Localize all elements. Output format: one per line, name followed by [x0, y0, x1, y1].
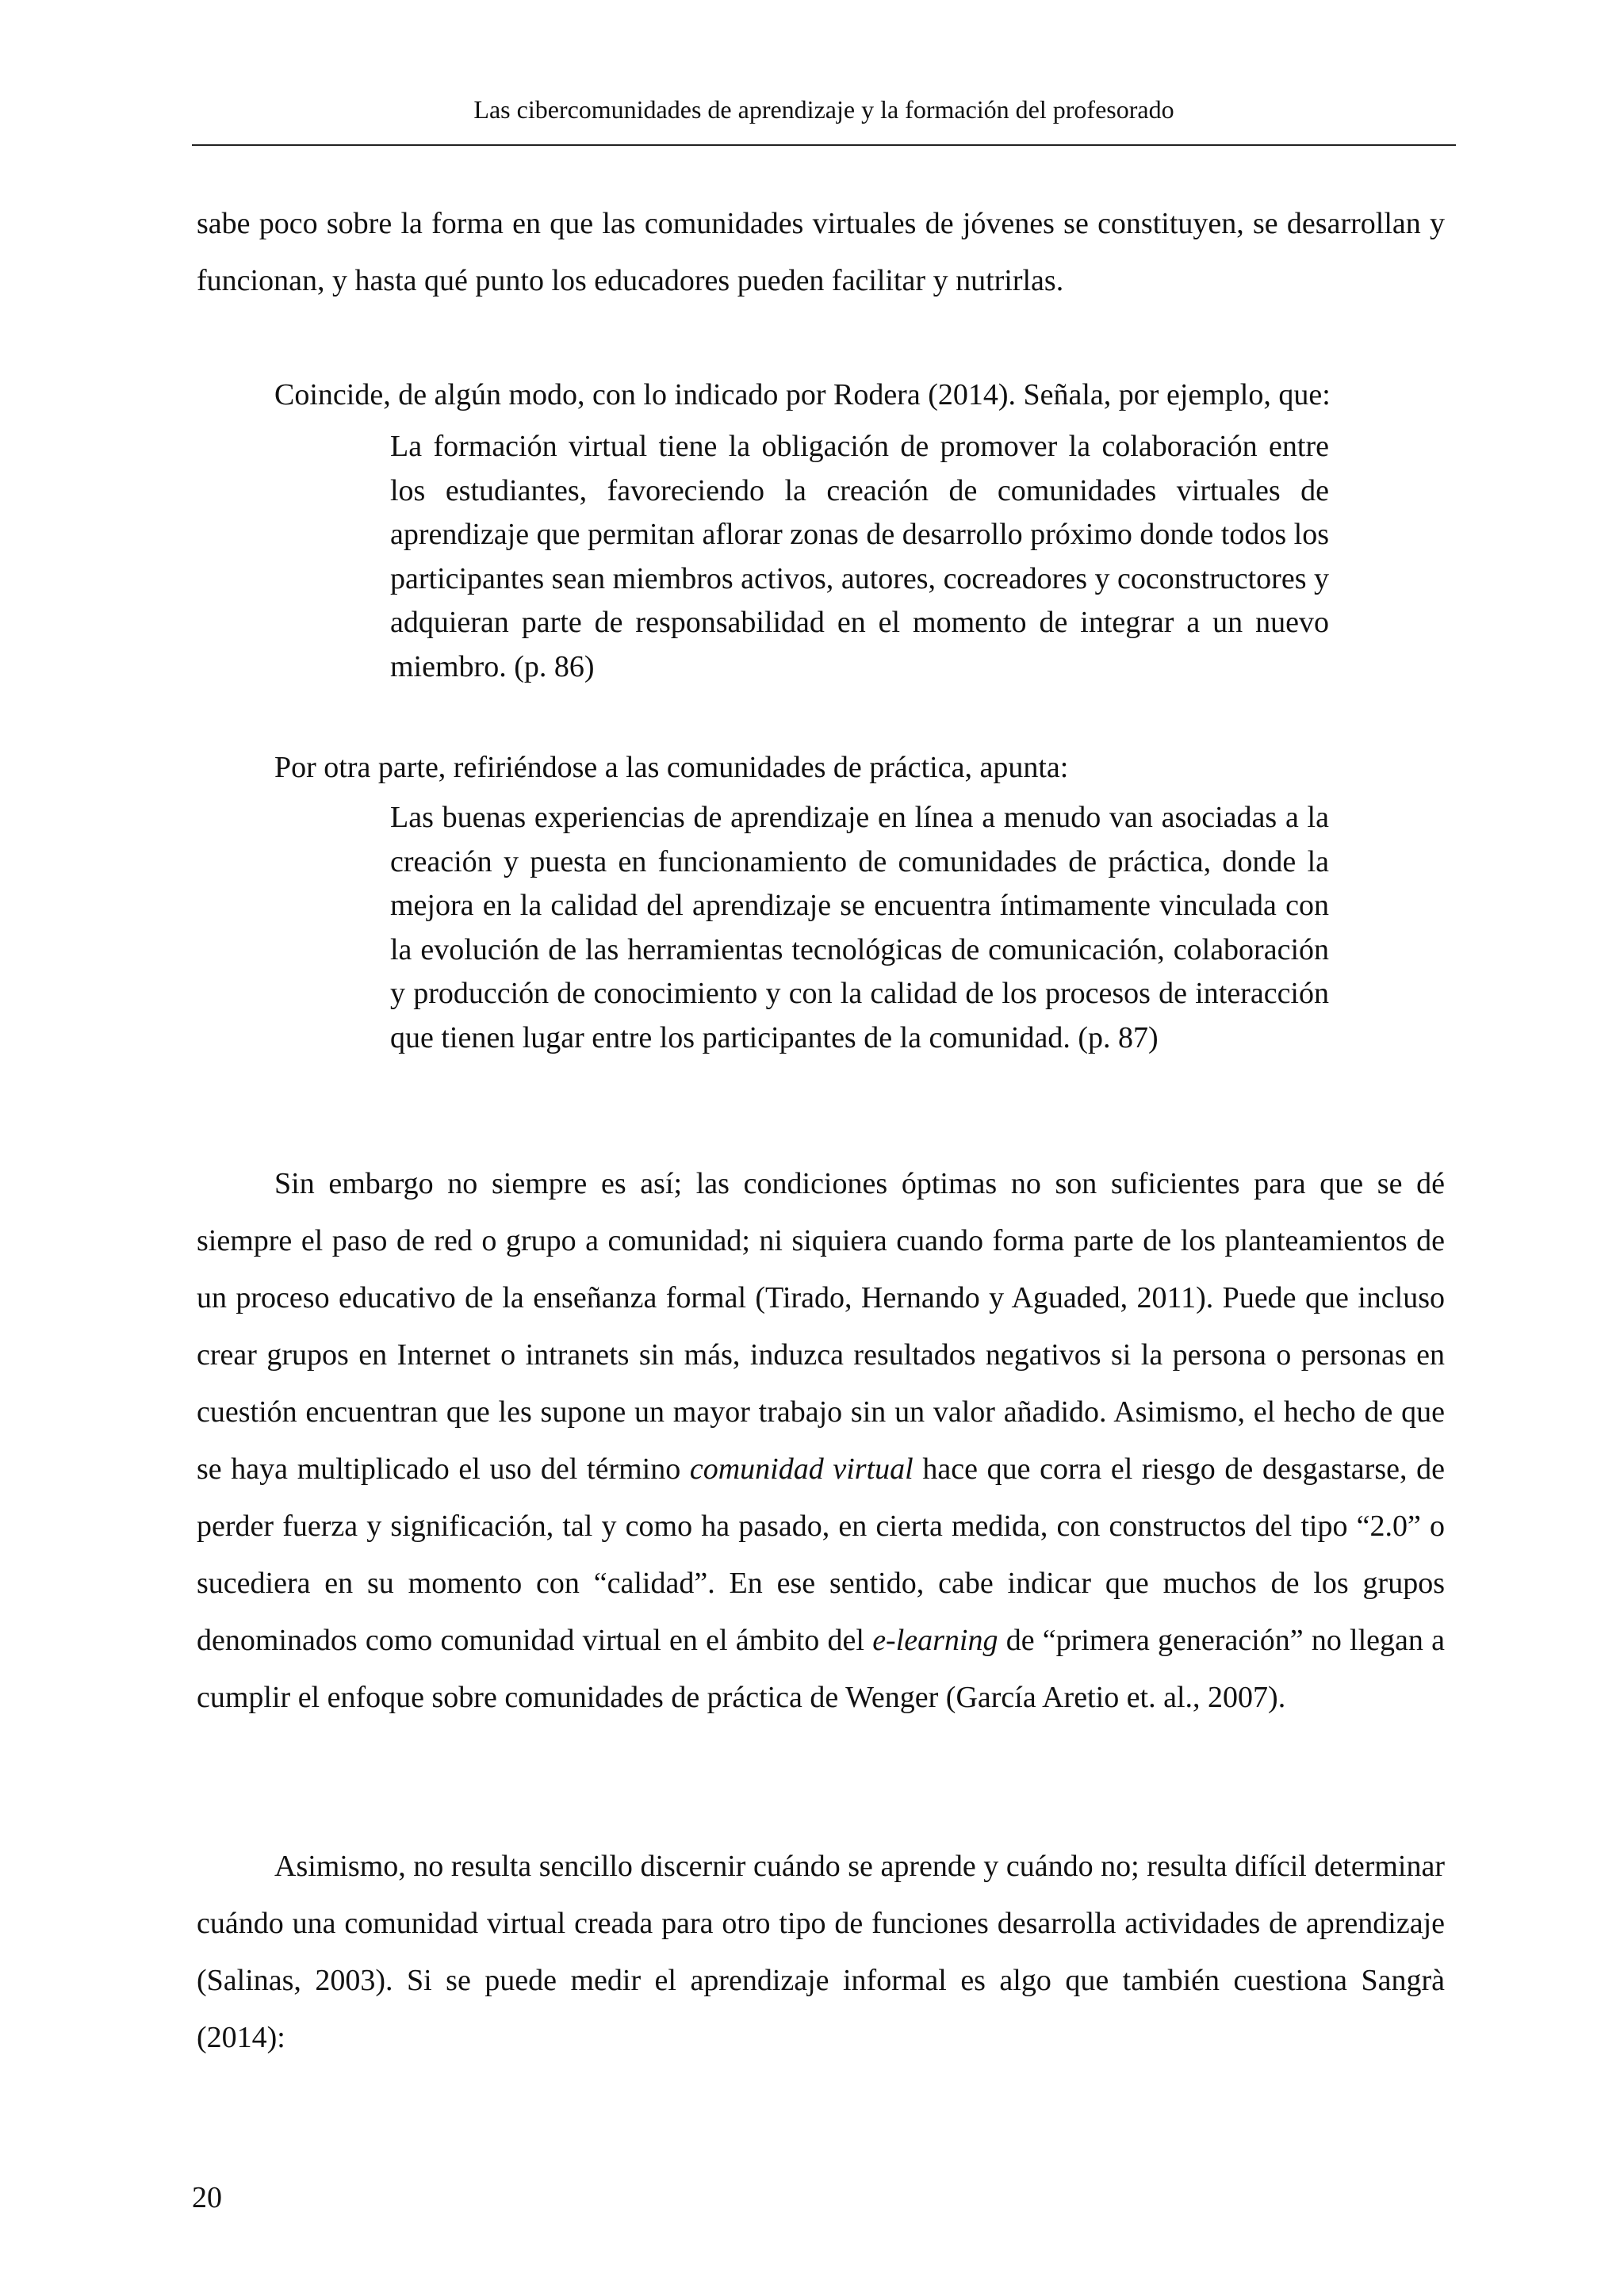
page-number: 20: [192, 2181, 222, 2214]
paragraph-asimismo: Asimismo, no resulta sencillo discernir cuándo se aprende y cuándo no; resulta difícil determinar cuándo una comunidad virtual creada para otro tipo de funciones desarrolla actividades de aprendizaje (Salinas, 2003). Si se puede medir el aprendizaje informal es algo que también cuestiona Sangrà (2014):: [197, 1850, 1445, 2054]
paragraph-continuation: sabe poco sobre la forma en que las comunidades virtuales de jóvenes se constituyen, se desarrollan y funcionan, y hasta qué punto los educadores pueden facilitar y nutrirlas.: [197, 207, 1445, 297]
paragraph-rodera-intro: Coincide, de algún modo, con lo indicado por Rodera (2014). Señala, por ejemplo, que:: [274, 378, 1331, 411]
paragraph-sin-embargo: [197, 1155, 1445, 1726]
italic-term: e-learning: [872, 1624, 998, 1657]
paragraph-text: hace que corra el riesgo de desgastarse, de perder fuerza y significación, tal y como ha pasado, en cierta medida, con constructos del tipo “2.0” o sucediera en su momento con “calidad”. En ese sentido, cabe indicar que muchos de los grupos denominados como comunidad virtual en el ámbito del: [197, 1452, 1445, 1657]
paragraph-text: de “primera generación” no llegan a cumplir el enfoque sobre comunidades de práctica de Wenger (García Aretio et. al., 2007).: [197, 1624, 1445, 1714]
block-quote-rodera-2: Las buenas experiencias de aprendizaje en línea a menudo van asociadas a la creación y puesta en funcionamiento de comunidades de práctica, donde la mejora en la calidad del aprendizaje se encuentra íntimamente vinculada con la evolución de las herramientas tecnológicas de comunicación, colaboración y producción de conocimiento y con la calidad de los procesos de interacción que tienen lugar entre los participantes de la comunidad. (p. 87): [390, 801, 1329, 1054]
paragraph-practice-intro: Por otra parte, refiriéndose a las comunidades de práctica, apunta:: [274, 751, 1069, 784]
block-quote-rodera-1: La formación virtual tiene la obligación de promover la colaboración entre los estudiantes, favoreciendo la creación de comunidades virtuales de aprendizaje que permitan aflorar zonas de desarrollo próximo donde todos los participantes sean miembros activos, autores, cocreadores y coconstructores y adquieran parte de responsabilidad en el momento de integrar a un nuevo miembro. (p. 86): [390, 430, 1329, 683]
running-header: Las cibercomunidades de aprendizaje y la formación del profesorado: [473, 95, 1174, 124]
italic-term: comunidad virtual: [689, 1452, 914, 1486]
paragraph-text: Sin embargo no siempre es así; las condiciones óptimas no son suficientes para que se dé siempre el paso de red o grupo a comunidad; ni siquiera cuando forma parte de los planteamientos de un proceso educativo de la enseñanza formal (Tirado, Hernando y Aguaded, 2011). Puede que incluso crear grupos en Internet o intranets sin más, induzca resultados negativos si la persona o personas en cuestión encuentran que les supone un mayor trabajo sin un valor añadido. Asimismo, el hecho de que se haya multiplicado el uso del término: [197, 1167, 1445, 1486]
header-rule: [192, 144, 1456, 146]
